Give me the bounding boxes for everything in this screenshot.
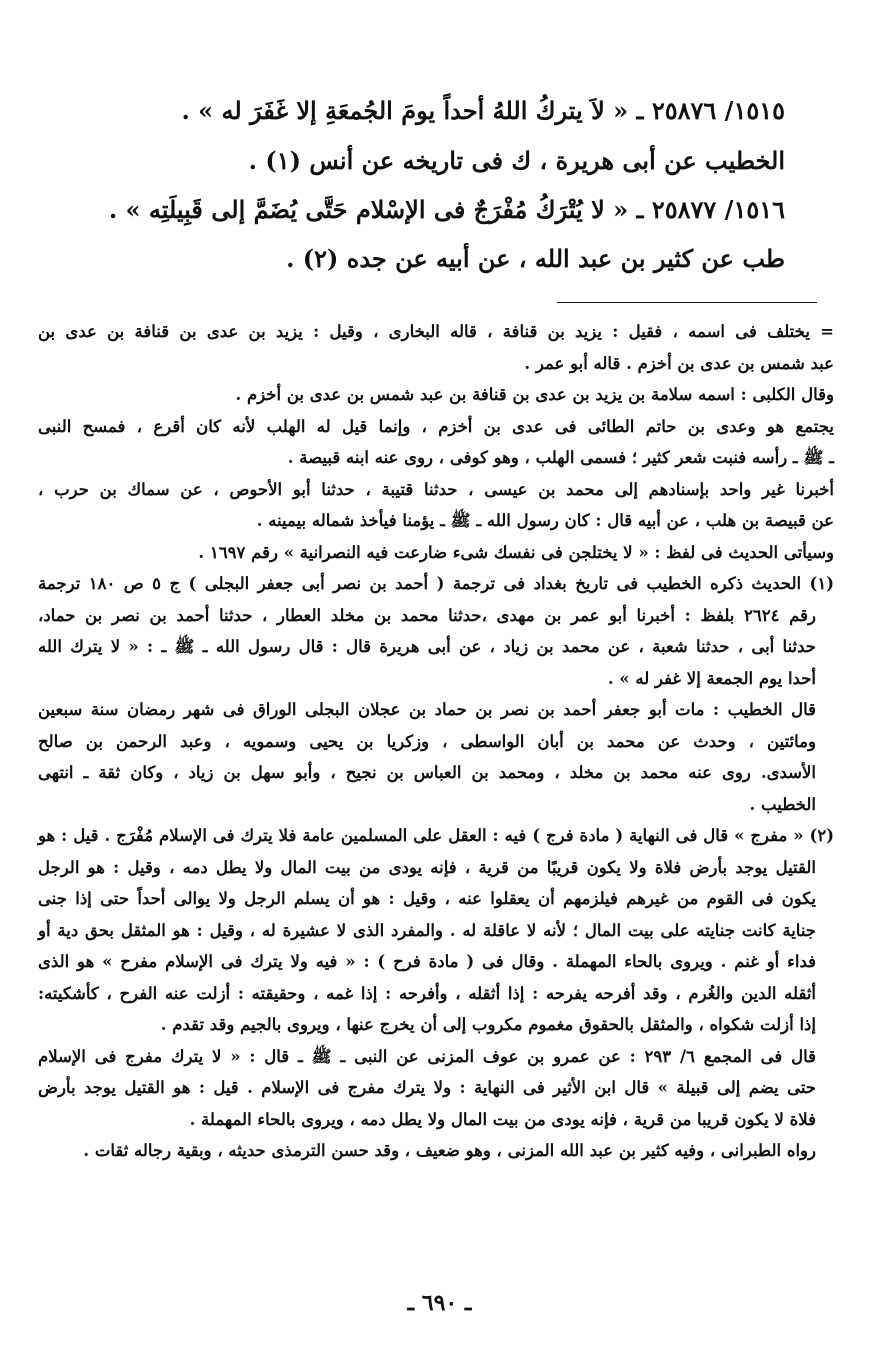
footnote-2-line: فداء أو غنم . ويروى بالحاء المهملة . وقال فى ( مادة فرح ) : « فيه ولا يترك فى الإسلام مفرح » هو الذى (38, 952, 816, 971)
footnote-1-line: حدثنا أبى ، حدثنا شعبة ، عن محمد بن زياد ، عن أبى هريرة قال : قال رسول الله ـ ﷺ ـ : « لا يترك الله (38, 637, 816, 656)
main-text (95, 86, 785, 283)
hadith-1515: ١٥١٥/ ٢٥٨٧٦ ـ « لاَ يتركُ اللهُ أحداً يومَ الجُمعَةِ إلا غَفَرَ له » . (181, 96, 785, 125)
hadith-1516-source: طب عن كثير بن عبد الله ، عن أبيه عن جده (٢) . (286, 244, 785, 273)
hadith-1516: ١٥١٦/ ٢٥٨٧٧ ـ « لا يُتْرَكُ مُفْرَجٌ فى الإسْلام حَتَّى يُضَمَّ إلى قَبِيلَتِه » . (108, 195, 785, 224)
hadith-1515-source: الخطيب عن أبى هريرة ، ك فى تاريخه عن أنس (١) . (248, 146, 785, 175)
footnote-line: يجتمع هو وعدى بن حاتم الطائى فى عدى بن أخزم ، وإنما قيل له الهلب لأنه كان أقرع ، فمسح النبى (38, 416, 834, 436)
footnote-2-line: أثقله الدين والغُرم ، وقد أفرحه يفرحه : إذا أثقله ، وأفرحه : إذا غمه ، وحقيقته : أزلت عنه الفرح ، كأشكيته: (38, 983, 816, 1003)
footnote-1-line: رقم ٢٦٢٤ بلفظ : أخبرنا أبو عمر بن مهدى ،حدثنا محمد بن مخلد العطار ، حدثنا أحمد بن نصر بن حماد، (38, 605, 816, 625)
footnote-line: عن قبيصة بن هلب ، عن أبيه قال : كان رسول الله ـ ﷺ ـ يؤمنا فيأخذ شماله بيمينه . (256, 511, 834, 530)
footnote-2-line: رواه الطبرانى ، وفيه كثير بن عبد الله المزنى ، وهو ضعيف ، وقد حسن الترمذى حديثه ، وبقية رجاله ثقات . (83, 1141, 816, 1160)
footnote-line: ـ ﷺ ـ رأسه فنبت شعر كثير ؛ فسمى الهلب ، وهو كوفى ، روى عنه ابنه قبيصة . (287, 448, 834, 467)
footnote-2-line: قال فى المجمع ٦/ ٢٩٣ : عن عمرو بن عوف المزنى عن النبى ـ ﷺ ـ قال : « لا يترك مفرج فى الإسلام (38, 1046, 816, 1066)
footnote-1-line: الخطيب . (749, 794, 816, 814)
footnote-line: وقال الكلبى : اسمه سلامة بن يزيد بن عدى بن قنافة بن عبد شمس بن عدى بن أخزم . (235, 385, 834, 404)
footnote-2-line: فلاة لا يكون قريبا من قرية ، فإنه يودى من بيت المال ولا يطل دمه ، ويروى بالحاء المهملة . (189, 1109, 816, 1129)
page-number: ـ ٦٩٠ ـ (407, 1290, 472, 1316)
footnote-line: وسيأتى الحديث فى لفظ : « لا يختلجن فى نفسك شىء ضارعت فيه النصرانية » رقم ١٦٩٧ . (198, 542, 834, 562)
footnote-line: = يختلف فى اسمه ، فقيل : يزيد بن قنافة ، قاله البخارى ، وقيل : يزيد بن عدى بن قنافة بن عدى بن (38, 322, 834, 341)
footnote-line: عبد شمس بن عدى بن أخزم . قاله أبو عمر . (524, 353, 834, 373)
footnote-1-line: (١) الحديث ذكره الخطيب فى تاريخ بغداد فى ترجمة ( أحمد بن نصر أبى جعفر البجلى ) ج ٥ ص ١٨٠ ترجمة (38, 574, 835, 593)
footnote-2-line: يكون فى القوم من غيرهم فيلزمهم أن يعقلوا عنه ، وقيل : هو أن يسلم الرجل ولا يوالى أحداً حتى إذا جنى (38, 889, 816, 908)
footnote-1-line: قال الخطيب : مات أبو جعفر أحمد بن نصر بن حماد بن عجلان البجلى الوراق فى شهر رمضان سنة سبعين (38, 700, 816, 719)
footnote-2-line: القتيل يوجد بأرض فلاة ولا يكون قريبًا من قرية ، فإنه يودى من بيت المال ولا يطل دمه ، وقيل : هو الرجل (38, 857, 816, 877)
footnote-2-line: حتى يضم إلى قبيلة » قال ابن الأثير فى النهاية : ولا يترك مفرج فى الإسلام . قيل : هو القتيل يوجد بأرض (38, 1078, 816, 1097)
footnote-1-line: ومائتين ، وحدث عن محمد بن أبان الواسطى ، وزكريا بن يحيى وسمويه ، وعبد الرحمن بن صالح (38, 731, 816, 751)
footnote-2-line: جناية كانت جنايته على بيت المال ؛ لأنه لا عاقلة له . والمفرد الذى لا عشيرة له ، وقيل : هو المثقل بحق دية أو (38, 920, 816, 940)
footnote-line: أخبرنا غير واحد بإسنادهم إلى محمد بن عيسى ، حدثنا قتيبة ، حدثنا أبو الأحوص ، عن سماك بن حرب ، (38, 479, 834, 499)
footnote-1-line: الأسدى. روى عنه محمد بن مخلد ، ومحمد بن العباس بن نجيح ، وأبو سهل بن زياد ، وكان ثقة ـ انتهى (38, 763, 816, 782)
footnote-separator (557, 302, 817, 303)
footnote-1-line: أحدا يوم الجمعة إلا غفر له » . (607, 668, 816, 688)
footnote-2-line: (٢) « مفرج » قال فى النهاية ( مادة فرج ) فيه : العقل على المسلمين عامة فلا يترك فى الإسلام مُفْرَج . قيل : هو (38, 826, 834, 845)
footnotes (38, 316, 834, 1167)
footnote-2-line: إذا أزلت شكواه ، والمثقل بالحقوق مغموم مكروب إلى أن يخرج عنها ، ويروى بالجيم وقد تقدم . (160, 1015, 816, 1034)
